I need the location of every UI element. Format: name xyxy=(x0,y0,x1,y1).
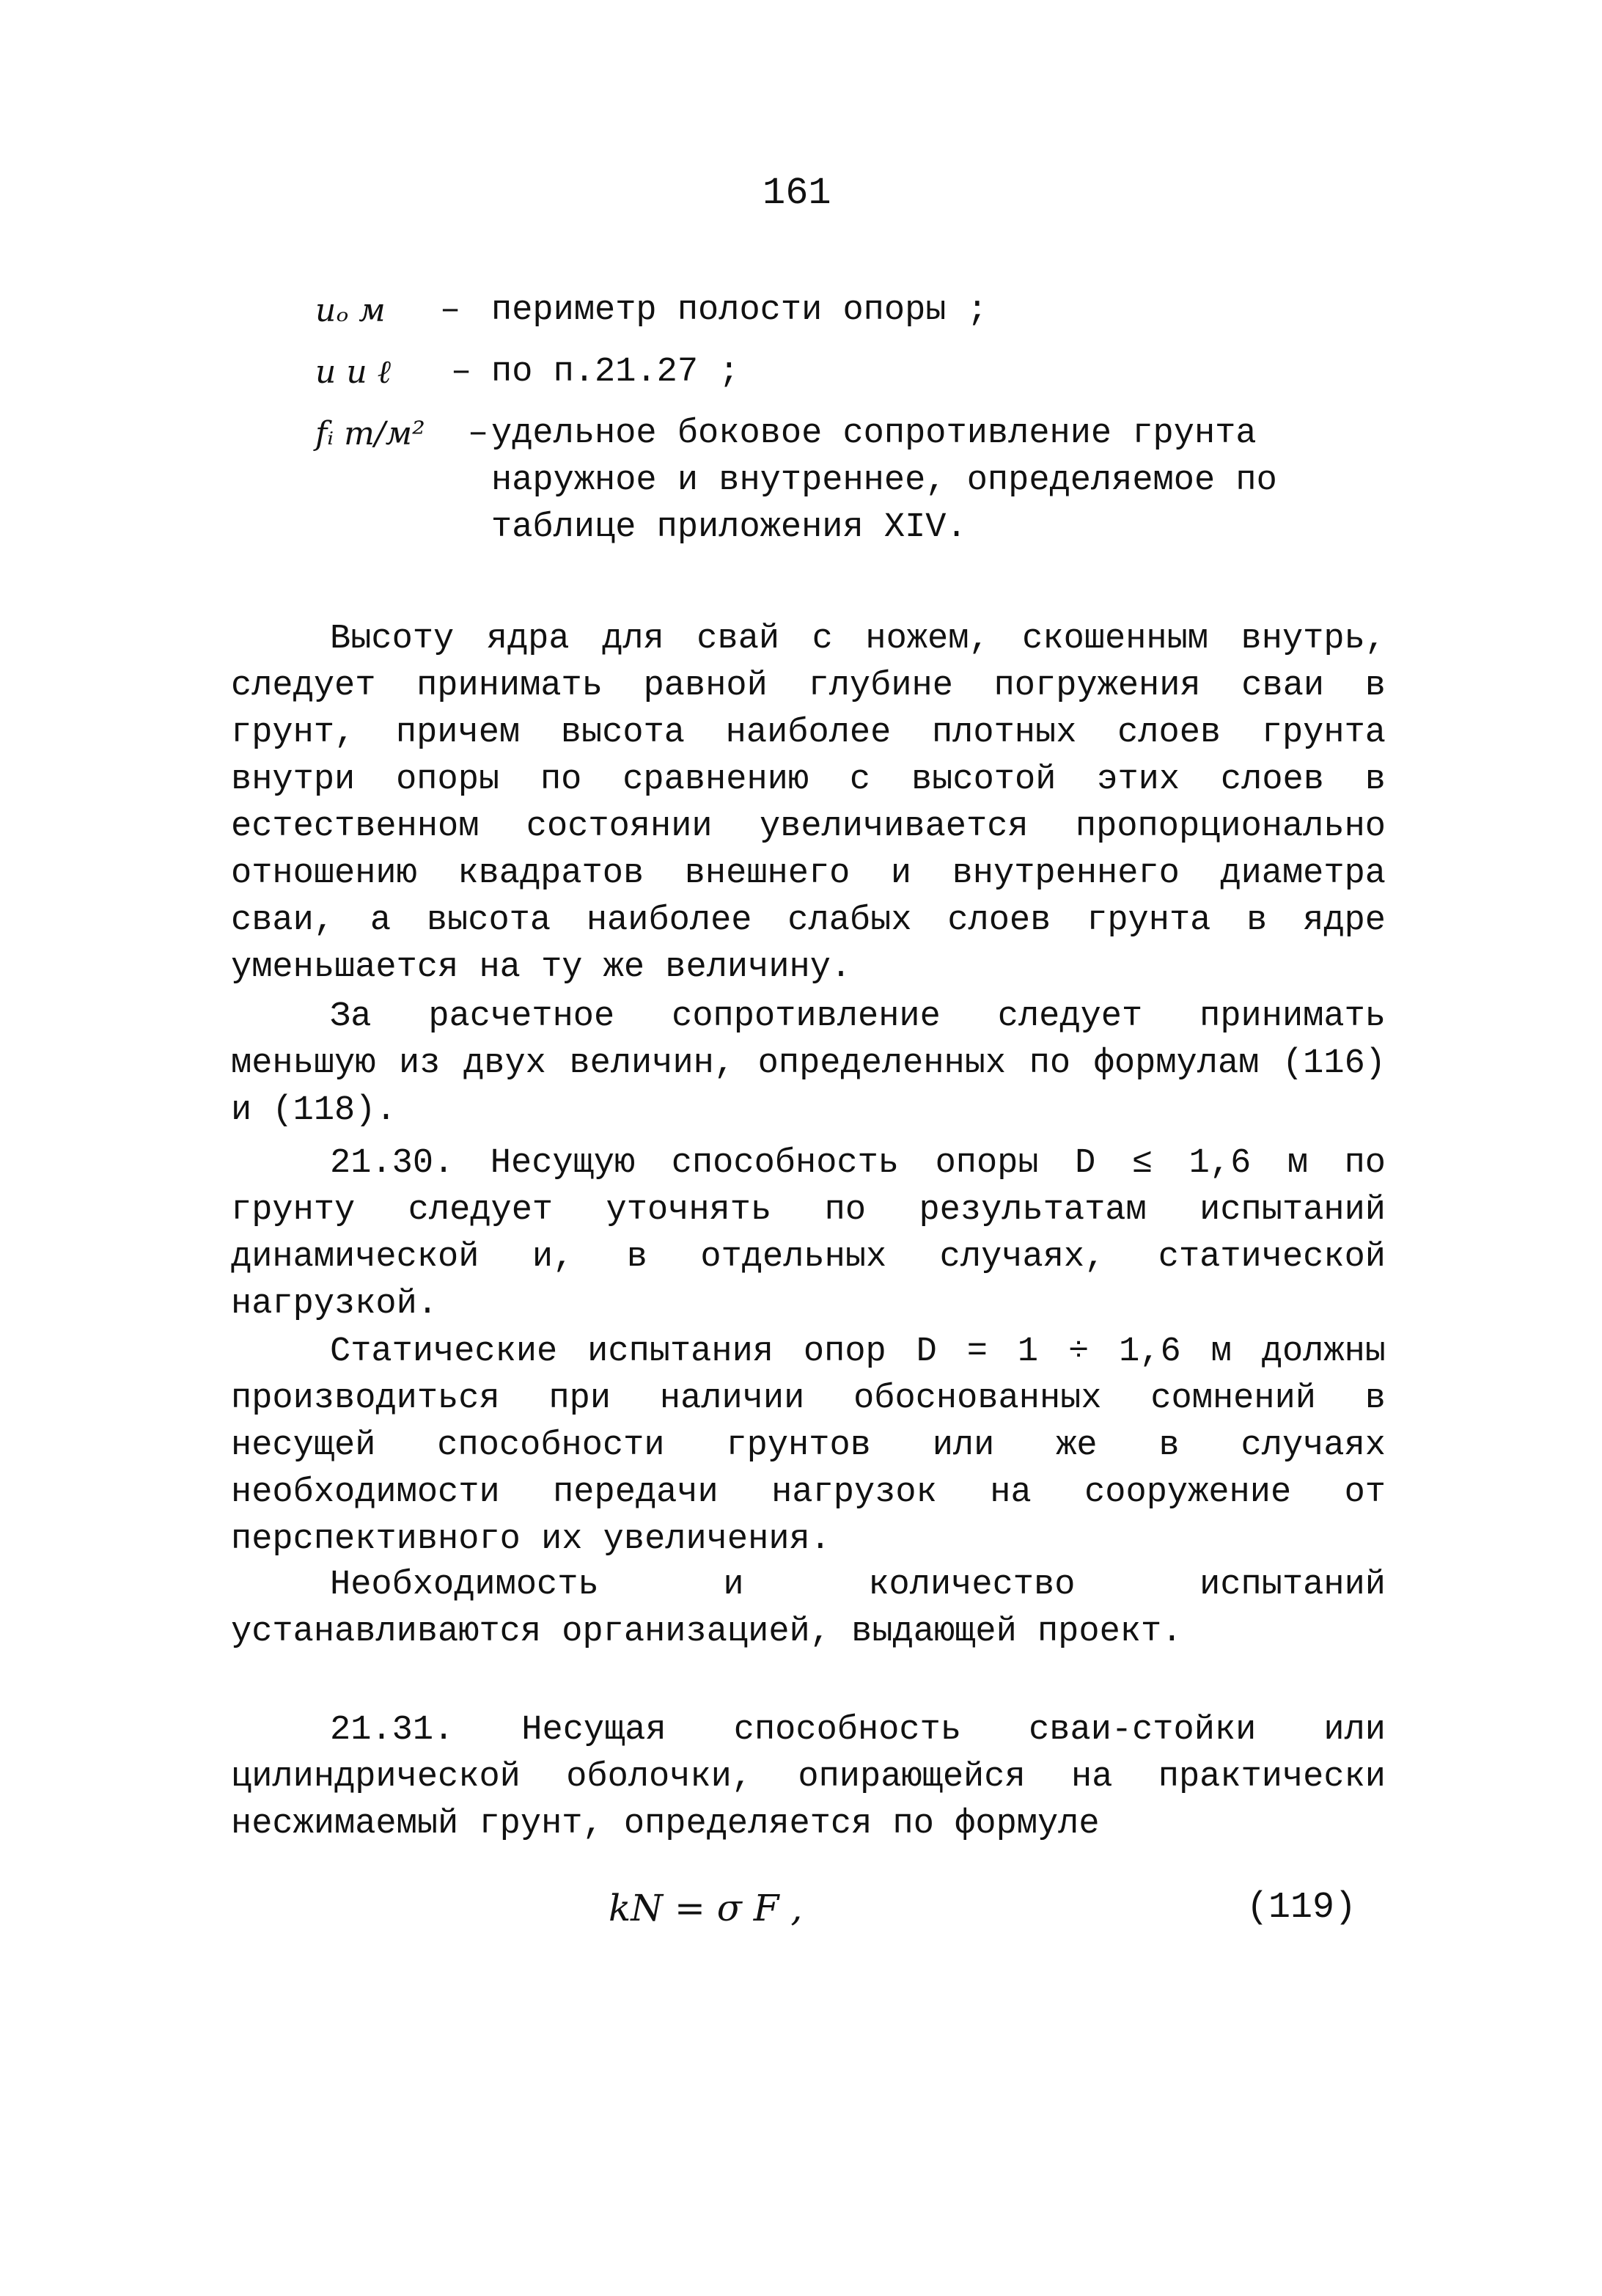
paragraph-clause-21-31: 21.31. Несущая способность сваи-стойки или цилиндрической оболочки, опирающейся на практически несжимаемый грунт, определяется по формуле xyxy=(231,1711,1386,1844)
formula-expression: kN = σ F , xyxy=(609,1887,803,1929)
definition-dash: – xyxy=(468,414,489,453)
definition-symbol: uₒ м xyxy=(315,292,386,329)
definition-text: по п.21.27 ; xyxy=(491,353,740,392)
definition-item xyxy=(315,287,1386,349)
paragraph-clause-21-30: 21.30. Несущую способность опоры D ≤ 1,6 м по грунту следует уточнять по результатам испытаний динамической и, в отдельных случаях, статической нагрузкой. xyxy=(231,1144,1386,1324)
definition-symbol: u и ℓ xyxy=(315,353,391,391)
paragraph-tests-number: Необходимость и количество испытаний устанавливаются организацией, выдающей проект. xyxy=(231,1566,1386,1651)
paragraph-static-tests: Статические испытания опор D = 1 ÷ 1,6 м должны производиться при наличии обоснованных сомнений в несущей способности грунтов или же в случаях необходимости передачи нагрузок на сооружение от перспективного их увеличения. xyxy=(231,1332,1386,1559)
definition-dash: – xyxy=(451,353,472,392)
definition-item xyxy=(315,349,1386,411)
paragraph-design-resistance: За расчетное сопротивление следует принимать меньшую из двух величин, определенных по формулам (116) и (118). xyxy=(231,997,1386,1130)
definition-item xyxy=(315,411,1386,551)
page-number: 161 xyxy=(763,172,831,215)
definition-symbol: fᵢ т/м² xyxy=(315,415,425,452)
definition-text: удельное боковое сопротивление грунта наружное и внутреннее, определяемое по таблице приложения XIV. xyxy=(491,414,1277,547)
formula-number: (119) xyxy=(1246,1887,1357,1929)
paragraph-core-height: Высоту ядра для свай с ножем, скошенным внутрь, следует принимать равной глубине погружения сваи в грунт, причем высота наиболее плотных слоев грунта внутри опоры по сравнению с высотой этих слоев в естественном состоянии увеличивается пропорционально отношению квадратов внешнего и внутреннего диаметра сваи, а высота наиболее слабых слоев грунта в ядре уменьшается на ту же величину. xyxy=(231,620,1386,987)
definitions-list xyxy=(315,287,1386,551)
definition-dash: – xyxy=(440,291,461,330)
definition-text: периметр полости опоры ; xyxy=(491,291,988,330)
